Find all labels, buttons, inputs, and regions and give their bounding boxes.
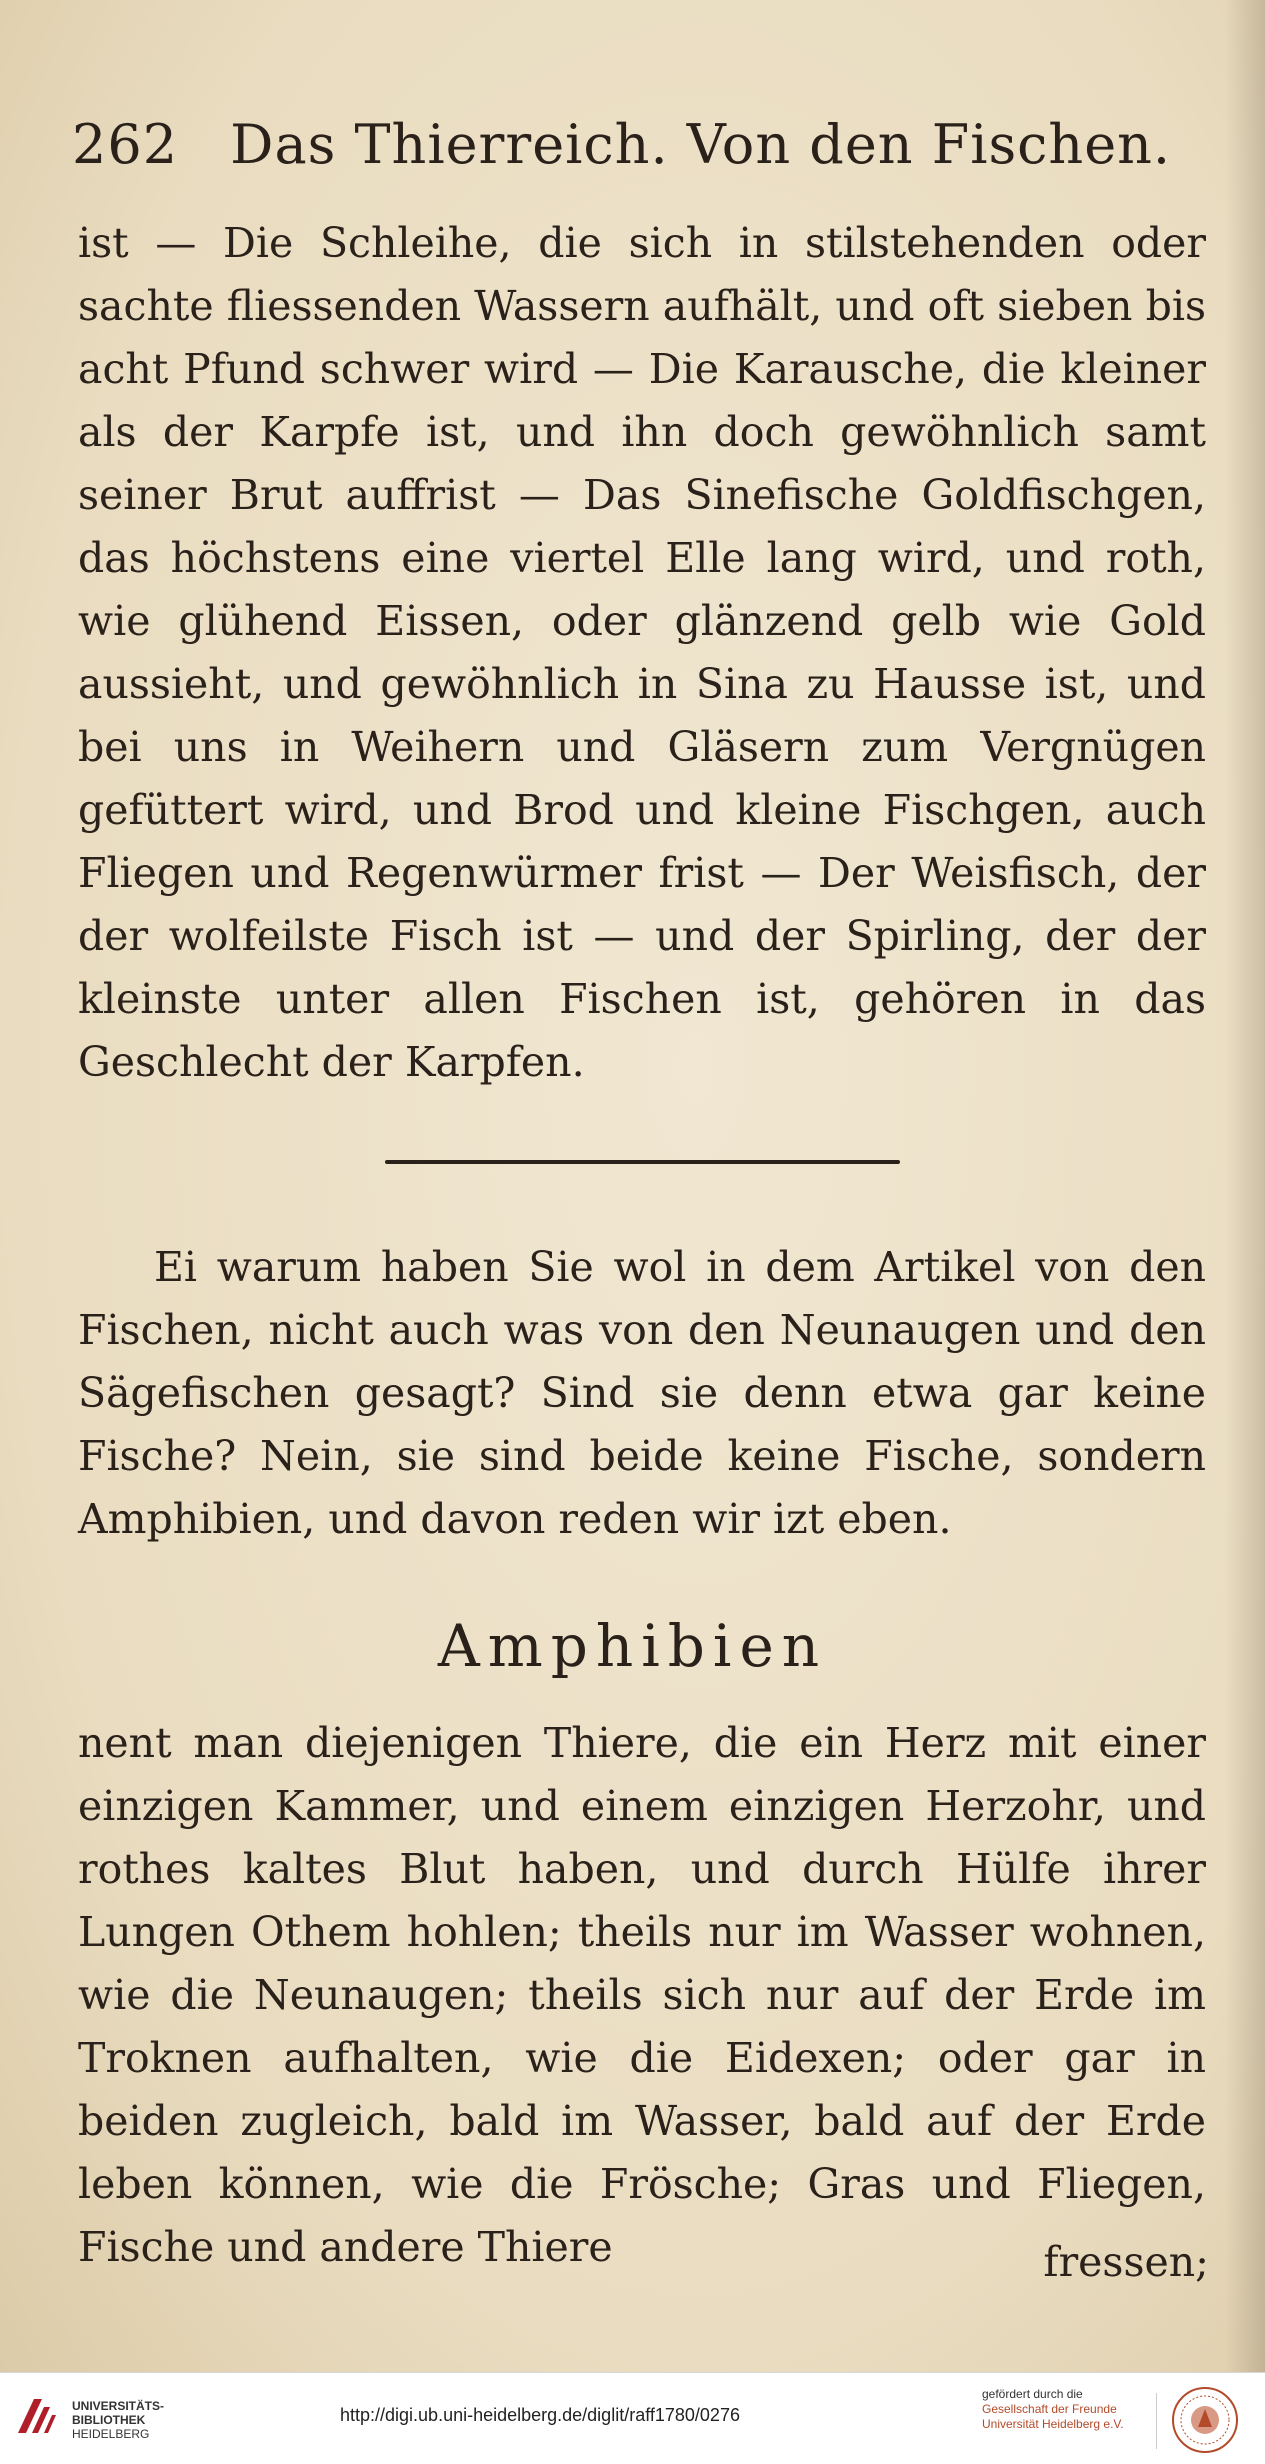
book-gutter-shadow [1225,0,1265,2372]
section-heading-amphibien: Amphibien [437,1612,828,1680]
running-title: Das Thierreich. Von den Fischen. [230,113,1172,176]
digitization-footer [0,2372,1265,2464]
paragraph-question: Ei warum haben Sie wol in dem Artikel von den Fischen, nicht auch was von den Neunaugen und den Sägefischen gesagt? Sind sie denn etwa gar keine Fische? Nein, sie sind beide keine Fische, sondern Amphibien, und davon reden wir izt eben. [78,1243,1206,1543]
digitization-url-link[interactable]: http://digi.ub.uni-heidelberg.de/diglit/raff1780/0276 [340,2405,740,2425]
catchword: fressen; [1043,2238,1209,2286]
section-divider-rule [385,1160,900,1164]
university-seal-icon [1170,2385,1240,2455]
university-library-logo-icon [14,2393,60,2439]
page-number: 262 [72,113,179,176]
sponsor-credit: gefördert durch die Gesellschaft der Freunde Universität Heidelberg e.V. [982,2387,1124,2431]
running-header [72,113,1192,176]
footer-divider [1156,2393,1157,2449]
paragraph-amphibians: nent man diejenigen Thiere, die ein Herz mit einer einzigen Kammer, und einem einzigen Herzohr, und rothes kaltes Blut haben, und durch Hülfe ihrer Lungen Othem hohlen; theils nur im Wasser wohnen, wie die Neunaugen; theils sich nur auf der Erde im Troknen aufhalten, wie die Eidexen; oder gar in beiden zugleich, bald im Wasser, bald auf der Erde leben können, wie die Frösche; Gras und Fliegen, Fische und andere Thiere [78,1719,1206,2271]
paragraph-carps: ist — Die Schleihe, die sich in stilstehenden oder sachte fliessenden Wassern aufhält, und oft sieben bis acht Pfund schwer wird — Die Karausche, die kleiner als der Karpfe ist, und ihn doch gewöhnlich samt seiner Brut auffrist — Das Sinefische Goldfischgen, das höchstens eine viertel Elle lang wird, und roth, wie glühend Eissen, oder glänzend gelb wie Gold aussieht, und gewöhnlich in Sina zu Hausse ist, und bei uns in Weihern und Gläsern zum Vergnügen gefüttert wird, und Brod und kleine Fischgen, auch Fliegen und Regenwürmer frist — Der Weisfisch, der der wolfeilste Fisch ist — und der Spirling, der der kleinste unter allen Fischen ist, gehören in das Geschlecht der Karpfen. [78,219,1206,1086]
library-name: UNIVERSITÄTS- BIBLIOTHEK HEIDELBERG [72,2399,165,2441]
